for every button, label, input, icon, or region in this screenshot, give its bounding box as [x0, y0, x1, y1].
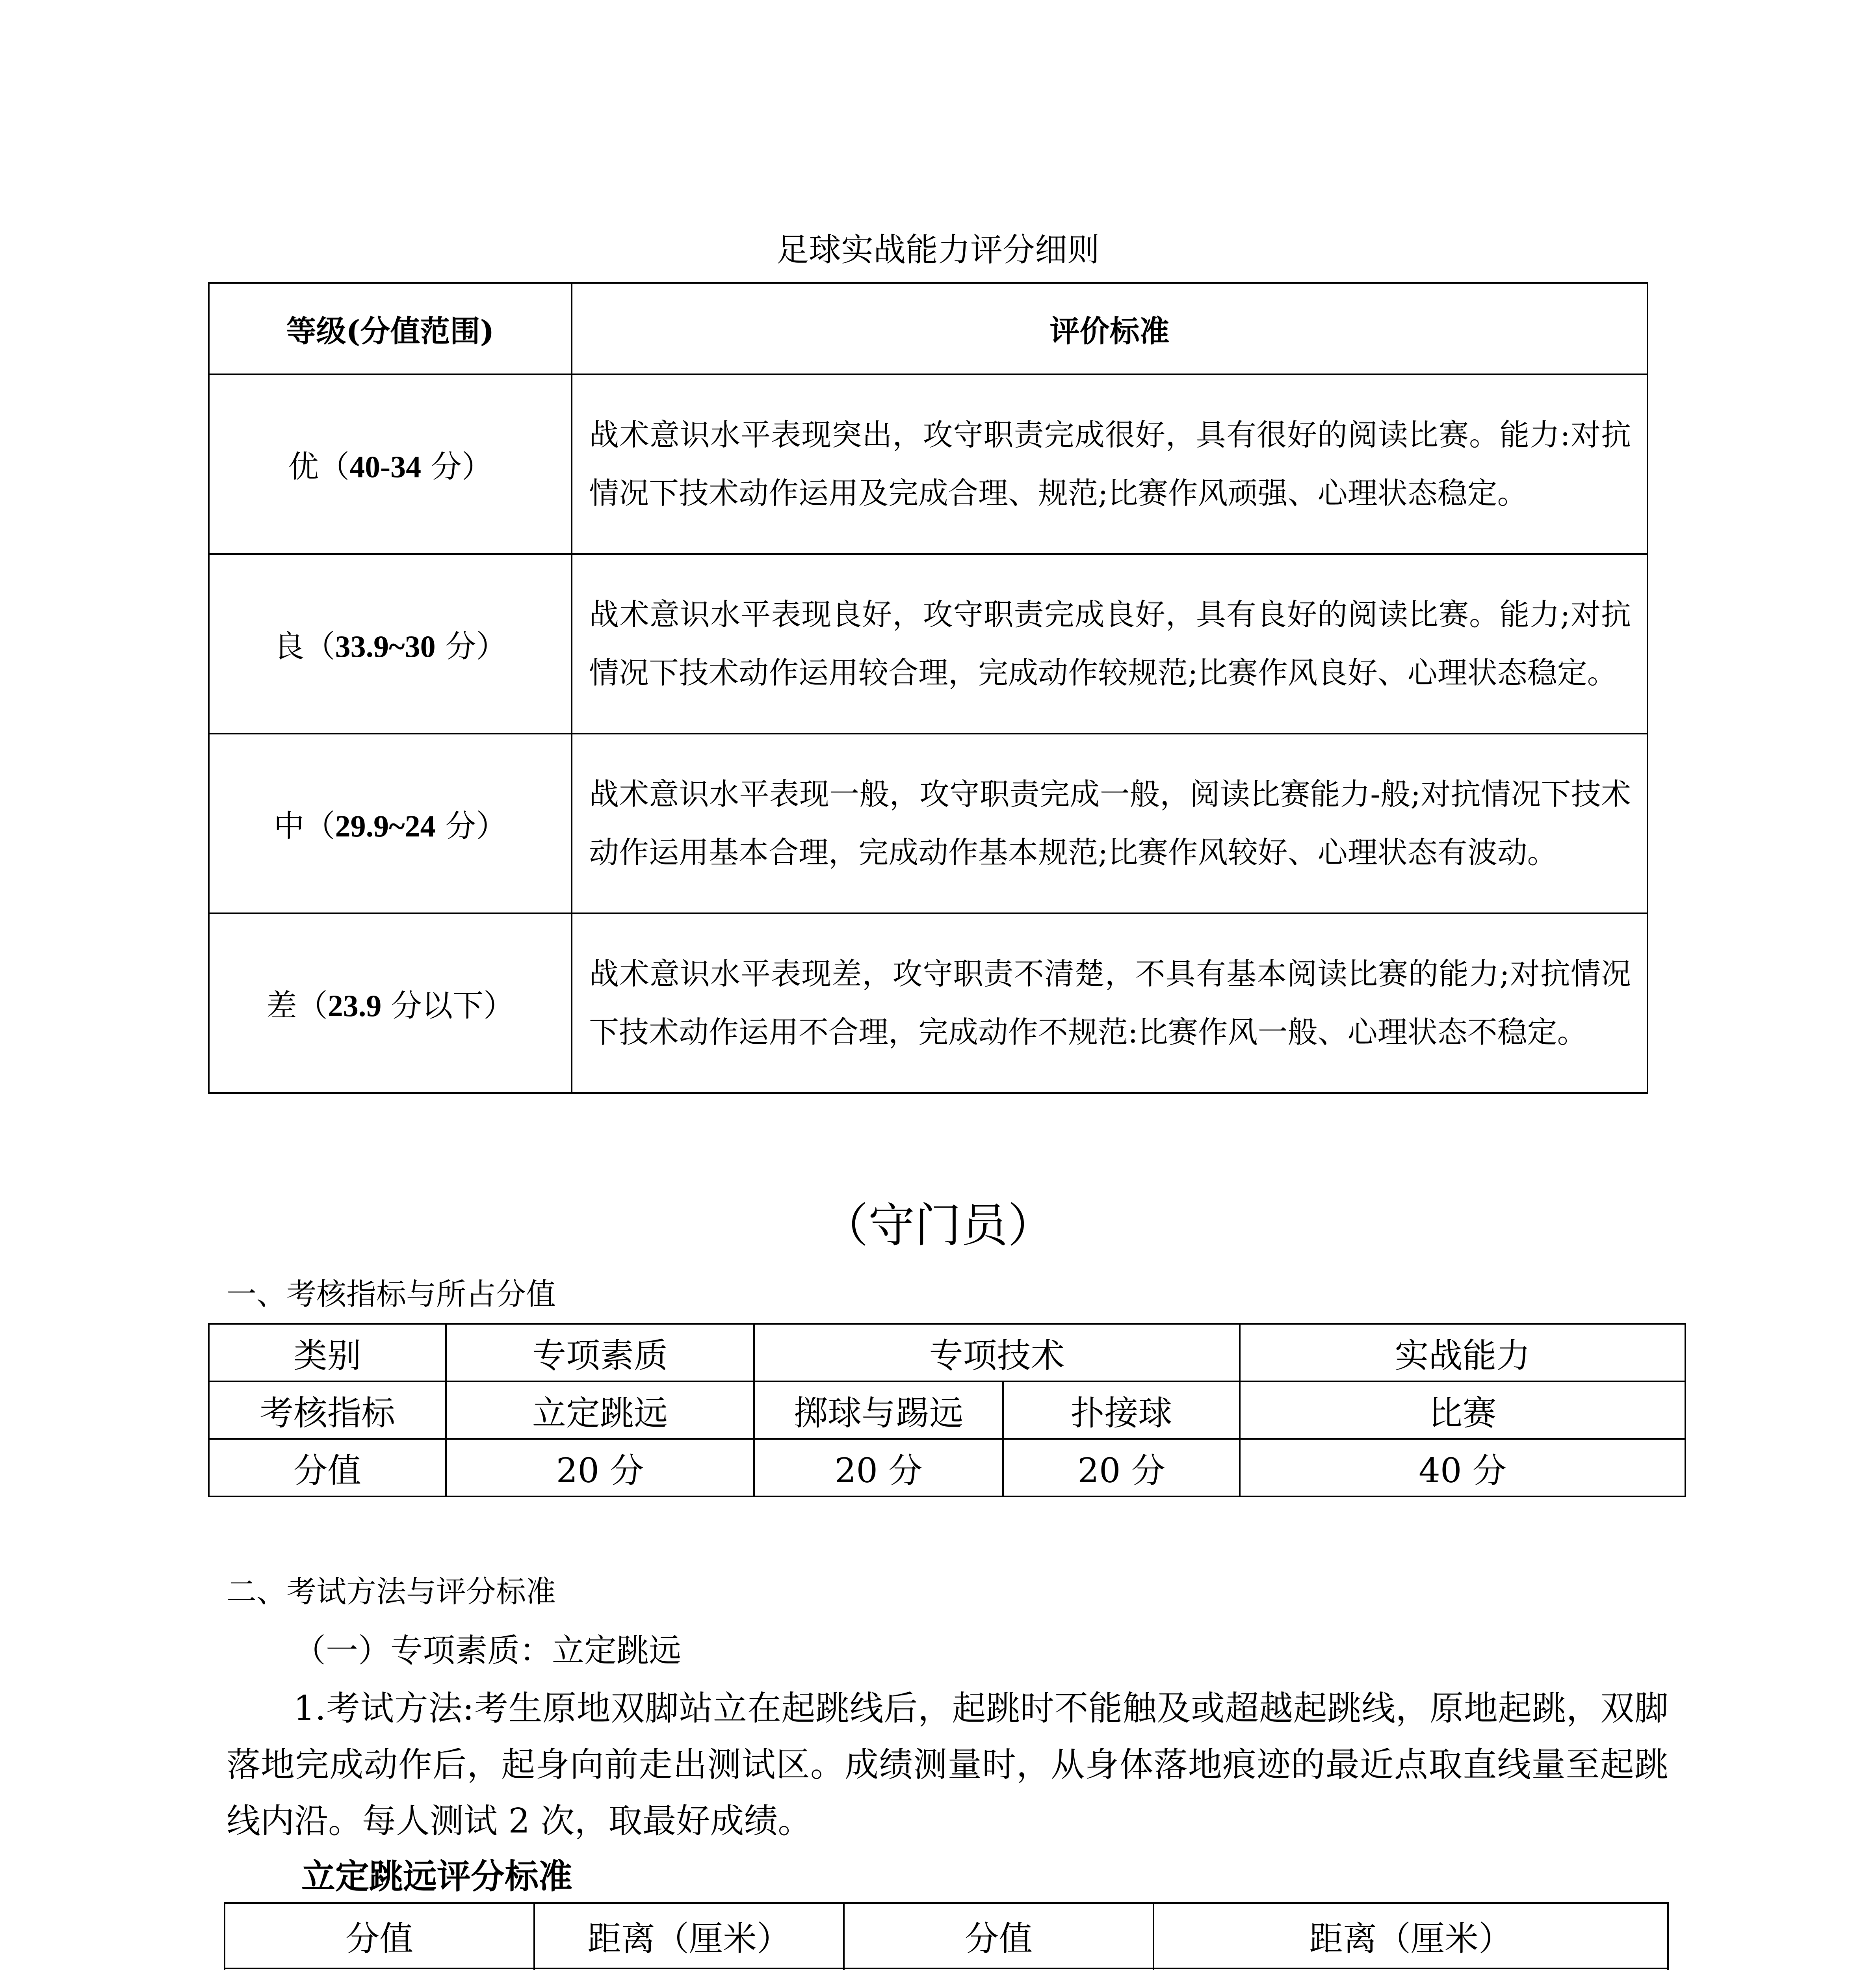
indicator-catch: 扑接球	[1003, 1381, 1240, 1439]
table-row	[225, 1968, 1668, 1970]
score-value: 40 分	[1240, 1439, 1685, 1496]
score-header: 分值	[225, 1903, 534, 1968]
jump-table-title: 立定跳远评分标准	[301, 1857, 572, 1896]
category-technique: 专项技术	[754, 1324, 1240, 1381]
method-paragraph: 1.考试方法:考生原地双脚站立在起跳线后，起跳时不能触及或超越起跳线，原地起跳，双脚落地完成动作后，起身向前走出测试区。成绩测量时，从身体落地痕迹的最近点取直线量至起跳线内沿。每人测试 2 次，取最好成绩。	[227, 1689, 1668, 1841]
table-row	[209, 913, 1648, 1093]
table-header-row	[225, 1903, 1668, 1968]
grade-cell: 优（40-34 分）	[209, 374, 572, 554]
indicator-standing-jump: 立定跳远	[446, 1381, 754, 1439]
score-value: 20 分	[754, 1439, 1003, 1496]
grade-cell: 中（29.9~24 分）	[209, 734, 572, 913]
goalkeeper-title: （守门员）	[821, 1198, 1054, 1253]
table-row	[209, 1381, 1685, 1439]
indicators-table	[208, 1323, 1686, 1497]
score-value: 20 分	[446, 1439, 754, 1496]
section-heading-indicators: 一、考核指标与所占分值	[227, 1277, 556, 1312]
score-label: 分值	[209, 1439, 446, 1496]
indicator-throw-kick: 掷球与踢远	[754, 1381, 1003, 1439]
criteria-cell: 战术意识水平表现突出，攻守职责完成很好，具有很好的阅读比赛。能力:对抗情况下技术动作运用及完成合理、规范;比赛作风顽强、心理状态稳定。	[572, 374, 1648, 554]
category-physical: 专项素质	[446, 1324, 754, 1381]
criteria-cell: 战术意识水平表现差，攻守职责不清楚，不具有基本阅读比赛的能力;对抗情况下技术动作运用不合理，完成动作不规范:比赛作风一般、心理状态不稳定。	[572, 913, 1648, 1093]
grade-cell: 差（23.9 分以下）	[209, 913, 572, 1093]
indicator-label: 考核指标	[209, 1381, 446, 1439]
table-row	[209, 374, 1648, 554]
category-match: 实战能力	[1240, 1324, 1685, 1381]
criteria-cell: 战术意识水平表现一般，攻守职责完成一般，阅读比赛能力-般;对抗情况下技术动作运用基本合理，完成动作基本规范;比赛作风较好、心理状态有波动。	[572, 734, 1648, 913]
table-header-row	[209, 283, 1648, 374]
indicator-match: 比赛	[1240, 1381, 1685, 1439]
distance-cell	[534, 1968, 844, 1970]
jump-score-table	[224, 1902, 1669, 1970]
score-header: 分值	[844, 1903, 1153, 1968]
criteria-cell: 战术意识水平表现良好，攻守职责完成良好，具有良好的阅读比赛。能力;对抗情况下技术动作运用较合理，完成动作较规范;比赛作风良好、心理状态稳定。	[572, 554, 1648, 734]
table-row	[209, 1439, 1685, 1496]
score-cell	[844, 1968, 1153, 1970]
criteria-header: 评价标准	[572, 283, 1648, 374]
evaluation-table-title: 足球实战能力评分细则	[776, 231, 1100, 269]
score-value: 20 分	[1003, 1439, 1240, 1496]
table-row	[209, 554, 1648, 734]
table-row	[209, 734, 1648, 913]
distance-header: 距离（厘米）	[1153, 1903, 1668, 1968]
score-cell	[225, 1968, 534, 1970]
subsection-heading: （一）专项素质：立定跳远	[293, 1632, 682, 1669]
evaluation-table	[208, 282, 1648, 1094]
grade-header: 等级(分值范围)	[209, 283, 572, 374]
distance-header: 距离（厘米）	[534, 1903, 844, 1968]
grade-cell: 良（33.9~30 分）	[209, 554, 572, 734]
distance-cell	[1153, 1968, 1668, 1970]
section-heading-methods: 二、考试方法与评分标准	[227, 1574, 556, 1609]
table-row	[209, 1324, 1685, 1381]
category-label: 类别	[209, 1324, 446, 1381]
